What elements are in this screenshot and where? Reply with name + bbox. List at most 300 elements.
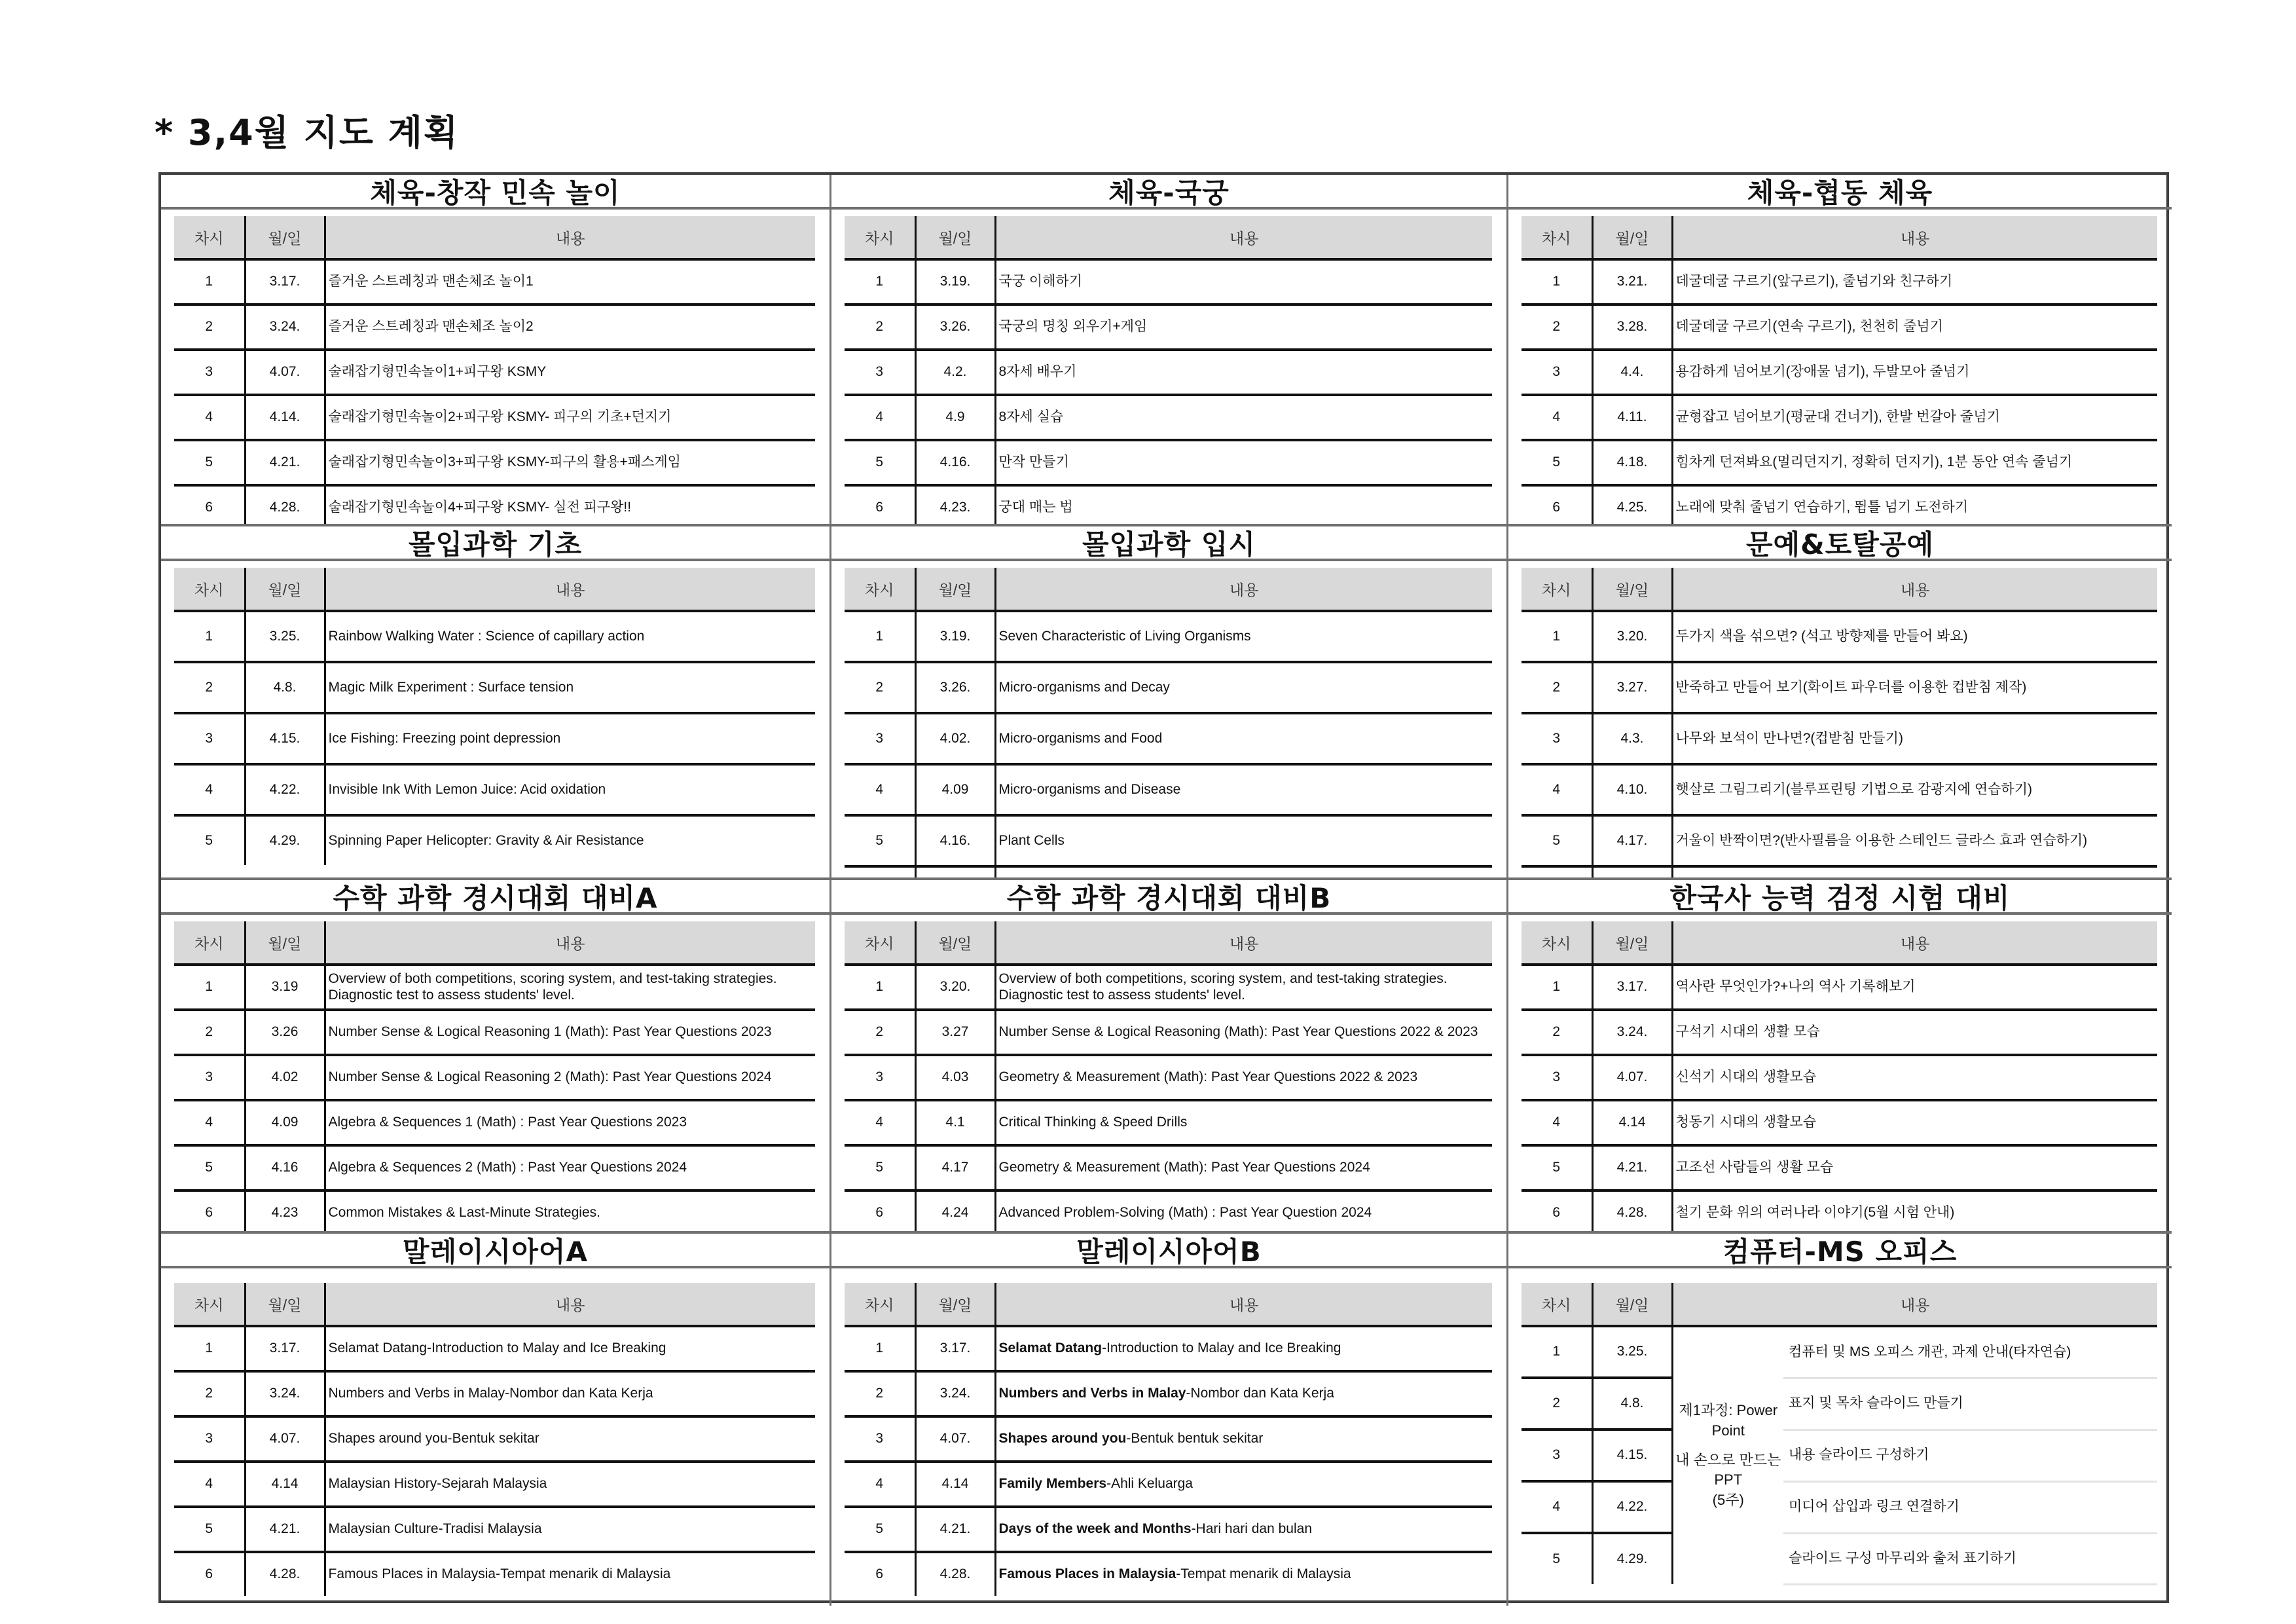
session-number: 2 <box>174 304 245 350</box>
session-content: Famous Places in Malaysia-Tempat menarik di Malaysia <box>325 1552 815 1596</box>
session-content: 반죽하고 만들어 보기(화이트 파우더를 이용한 컵받침 제작) <box>1672 662 2157 713</box>
table-row <box>1522 713 2157 764</box>
session-date: 4.23 <box>245 1190 325 1234</box>
table-row <box>174 259 815 304</box>
session-date: 3.26. <box>915 662 995 713</box>
schedule-table <box>1522 568 2157 880</box>
session-content: 국궁 이해하기 <box>995 259 1492 304</box>
session-date: 4.14 <box>1592 1100 1672 1145</box>
table-row <box>845 259 1492 304</box>
session-topic-rest: -Nombor dan Kata Kerja <box>1186 1386 1334 1401</box>
session-number: 5 <box>1522 440 1592 485</box>
table-row <box>174 1507 815 1552</box>
session-content: Selamat Datang-Introduction to Malay and Ice Breaking <box>325 1326 815 1371</box>
session-number: 2 <box>845 662 915 713</box>
header-content: 내용 <box>1672 921 2157 965</box>
session-content: 즐거운 스트레칭과 맨손체조 놀이1 <box>325 259 815 304</box>
table-row <box>1522 1190 2157 1234</box>
session-number: 1 <box>174 1326 245 1371</box>
schedule-table <box>845 216 1492 526</box>
session-number: 5 <box>845 440 915 485</box>
header-content: 내용 <box>1672 568 2157 611</box>
session-number: 2 <box>1522 1010 1592 1055</box>
program-section-8 <box>831 880 1508 1234</box>
session-date: 4.14 <box>245 1462 325 1507</box>
session-date: 4.07. <box>245 350 325 395</box>
session-number: 1 <box>845 1326 915 1371</box>
session-number: 3 <box>174 350 245 395</box>
session-date: 4.22. <box>1592 1481 1672 1533</box>
header-content: 내용 <box>325 1283 815 1326</box>
table-row <box>174 764 815 815</box>
session-date: 4.11. <box>1592 395 1672 440</box>
session-number: 6 <box>205 1566 213 1582</box>
session-date: 4.17 <box>915 1145 995 1190</box>
table-row <box>1522 965 2157 1010</box>
session-topic-bold: Selamat Datang <box>998 1340 1102 1356</box>
table-row <box>845 1371 1492 1416</box>
header-num: 차시 <box>845 921 915 965</box>
table-row <box>174 1145 815 1190</box>
session-number: 3 <box>174 1055 245 1100</box>
page-title: * 3,4월 지도 계획 <box>155 112 460 153</box>
session-number: 4 <box>174 1462 245 1507</box>
header-date: 월/일 <box>1592 568 1672 611</box>
table-row <box>174 1371 815 1416</box>
table-row <box>174 1552 815 1596</box>
session-number: 5 <box>1522 1145 1592 1190</box>
header-content: 내용 <box>325 568 815 611</box>
session-date: 3.28. <box>1592 304 1672 350</box>
table-header-row <box>1522 216 2157 259</box>
program-section-5 <box>831 526 1508 880</box>
table-row <box>845 866 1492 880</box>
table-row <box>1522 1055 2157 1100</box>
table-row <box>1522 662 2157 713</box>
session-content: Ice Fishing: Freezing point depression <box>325 713 815 764</box>
schedule-table <box>174 568 815 865</box>
table-row <box>1522 350 2157 395</box>
session-content: 데굴데굴 구르기(앞구르기), 줄넘기와 친구하기 <box>1672 259 2157 304</box>
table-row <box>174 662 815 713</box>
session-number: 5 <box>174 1507 245 1552</box>
session-number: 3 <box>1522 1430 1592 1481</box>
table-row <box>1522 1378 2157 1430</box>
table-row <box>845 304 1492 350</box>
session-number: 1 <box>845 965 915 1010</box>
program-section-6 <box>1508 526 2172 880</box>
table-row <box>174 1010 815 1055</box>
session-content: Geometry & Measurement (Math): Past Year Questions 2022 & 2023 <box>995 1055 1492 1100</box>
session-topic-bold: Days of the week and Months <box>998 1521 1192 1537</box>
session-number: 3 <box>1522 1055 1592 1100</box>
session-number: 4 <box>174 1100 245 1145</box>
session-date: 3.24. <box>245 1371 325 1416</box>
session-content: Spinning Paper Helicopter: Gravity & Air Resistance <box>325 815 815 865</box>
header-date: 월/일 <box>245 921 325 965</box>
session-number: 6 <box>1552 1205 1561 1221</box>
session-content: Algebra & Sequences 1 (Math) : Past Year Questions 2023 <box>325 1100 815 1145</box>
header-num: 차시 <box>174 568 245 611</box>
table-header-row <box>174 1283 815 1326</box>
session-date: 3.25. <box>1592 1326 1672 1378</box>
header-num: 차시 <box>174 921 245 965</box>
session-date: 4.02. <box>915 713 995 764</box>
session-number: 1 <box>1522 1326 1592 1378</box>
session-topic-bold: Family Members <box>998 1476 1107 1492</box>
section-title: 수학 과학 경시대회 대비A <box>161 880 829 915</box>
table-header-row <box>845 568 1492 611</box>
session-content: Micro-organisms and Disease <box>995 764 1492 815</box>
session-content: 국궁의 명칭 외우기+게임 <box>995 304 1492 350</box>
session-content: Shapes around you-Bentuk sekitar <box>325 1416 815 1462</box>
session-date: 3.25. <box>245 611 325 662</box>
session-date: 4.23. <box>915 485 995 526</box>
session-number: 3 <box>845 713 915 764</box>
session-date: 4.03 <box>915 1055 995 1100</box>
header-num: 차시 <box>845 568 915 611</box>
session-content <box>995 1507 1492 1552</box>
header-num: 차시 <box>845 216 915 259</box>
table-header-row <box>174 568 815 611</box>
header-content: 내용 <box>995 568 1492 611</box>
table-row <box>1522 1481 2157 1533</box>
header-content: 내용 <box>995 921 1492 965</box>
session-date: 4.8. <box>1592 1378 1672 1430</box>
section-title: 말레이시아어B <box>831 1234 1506 1268</box>
section-title: 체육-협동 체육 <box>1508 175 2172 210</box>
section-title: 체육-창작 민속 놀이 <box>161 175 829 210</box>
session-content: Algebra & Sequences 2 (Math) : Past Year Questions 2024 <box>325 1145 815 1190</box>
header-content: 내용 <box>995 216 1492 259</box>
session-content: Number Sense & Logical Reasoning 1 (Math): Past Year Questions 2023 <box>325 1010 815 1055</box>
table-row <box>1522 259 2157 304</box>
program-section-1 <box>161 175 831 526</box>
header-num: 차시 <box>1522 921 1592 965</box>
table-header-row <box>1522 568 2157 611</box>
table-row <box>1522 485 2157 526</box>
session-number <box>1522 866 1592 880</box>
program-section-9 <box>1508 880 2172 1234</box>
table-row <box>174 485 815 526</box>
program-section-3 <box>1508 175 2172 526</box>
session-date: 4.16 <box>245 1145 325 1190</box>
session-content: 용감하게 넘어보기(장애물 넘기), 두발모아 줄넘기 <box>1672 350 2157 395</box>
table-row <box>174 395 815 440</box>
session-date: 4.28. <box>245 1552 325 1596</box>
header-content: 내용 <box>1672 1283 2157 1326</box>
session-number: 2 <box>174 662 245 713</box>
table-row <box>1522 866 2157 880</box>
session-content: 햇살로 그림그리기(블루프린팅 기법으로 감광지에 연습하기) <box>1672 764 2157 815</box>
table-row <box>1522 1430 2157 1481</box>
session-content: Micro-organisms and Decay <box>995 662 1492 713</box>
session-content: 두가지 색을 섞으면? (석고 방향제를 만들어 봐요) <box>1672 611 2157 662</box>
session-date: 3.21. <box>1592 259 1672 304</box>
session-date: 3.20. <box>915 965 995 1010</box>
session-number: 5 <box>174 440 245 485</box>
session-number <box>845 866 915 880</box>
session-date: 3.27 <box>915 1010 995 1055</box>
table-row <box>845 764 1492 815</box>
course-line2: 내 손으로 만드는 PPT <box>1675 1451 1781 1488</box>
session-number: 6 <box>875 500 884 515</box>
table-row <box>174 611 815 662</box>
session-number: 4 <box>174 764 245 815</box>
table-row <box>174 713 815 764</box>
session-content <box>995 1326 1492 1371</box>
header-date: 월/일 <box>245 216 325 259</box>
table-row <box>845 1326 1492 1371</box>
table-row <box>1522 764 2157 815</box>
session-date: 4.07. <box>1592 1055 1672 1100</box>
schedule-table <box>174 1283 815 1596</box>
session-number: 5 <box>845 815 915 866</box>
session-number: 3 <box>845 1416 915 1462</box>
session-number: 3 <box>845 350 915 395</box>
table-row <box>1522 1326 2157 1378</box>
session-date: 4.07. <box>245 1416 325 1462</box>
session-number: 5 <box>174 1145 245 1190</box>
session-content: 술래잡기형민속놀이1+피구왕 KSMY <box>325 350 815 395</box>
session-number: 4 <box>1522 395 1592 440</box>
session-number: 4 <box>174 395 245 440</box>
session-number: 3 <box>174 713 245 764</box>
session-content: Overview of both competitions, scoring system, and test-taking strategies. Diagnostic test to assess students' level. <box>325 965 815 1010</box>
session-date: 4.14 <box>915 1462 995 1507</box>
course-line3: (5주) <box>1712 1492 1744 1509</box>
session-number: 2 <box>845 304 915 350</box>
session-content: Malaysian History-Sejarah Malaysia <box>325 1462 815 1507</box>
session-date: 4.28. <box>1592 1190 1672 1234</box>
session-number: 6 <box>205 500 213 515</box>
session-date: 4.22. <box>245 764 325 815</box>
session-content: Common Mistakes & Last-Minute Strategies. <box>325 1190 815 1234</box>
session-content <box>995 1371 1492 1416</box>
table-row <box>845 713 1492 764</box>
session-number: 2 <box>1522 1378 1592 1430</box>
session-content: Numbers and Verbs in Malay-Nombor dan Kata Kerja <box>325 1371 815 1416</box>
session-date: 3.17. <box>245 1326 325 1371</box>
session-number: 1 <box>1522 259 1592 304</box>
table-row <box>174 815 815 865</box>
table-row <box>845 440 1492 485</box>
table-row <box>845 1145 1492 1190</box>
section-title: 문예&토탈공예 <box>1508 526 2172 561</box>
session-number: 5 <box>205 832 213 848</box>
table-row <box>1522 1533 2157 1584</box>
table-row <box>845 1055 1492 1100</box>
session-date: 3.20. <box>1592 611 1672 662</box>
session-date: 4.07. <box>915 1416 995 1462</box>
schedule-table <box>174 216 815 526</box>
session-topic-bold: Numbers and Verbs in Malay <box>998 1386 1186 1401</box>
session-topic-bold: Shapes around you <box>998 1431 1127 1447</box>
table-row <box>1522 815 2157 866</box>
table-row <box>174 350 815 395</box>
table-row <box>845 395 1492 440</box>
session-content <box>995 1462 1492 1507</box>
table-row <box>845 350 1492 395</box>
program-section-7 <box>161 880 831 1234</box>
session-number: 2 <box>1522 304 1592 350</box>
session-date: 4.29. <box>1592 1533 1672 1584</box>
header-num: 차시 <box>1522 216 1592 259</box>
program-section-11 <box>831 1234 1508 1606</box>
session-content: 8자세 배우기 <box>995 350 1492 395</box>
session-date: 4.21. <box>915 1507 995 1552</box>
session-topic-rest: -Ahli Keluarga <box>1106 1476 1193 1492</box>
table-row <box>845 815 1492 866</box>
table-header-row <box>845 1283 1492 1326</box>
session-number: 6 <box>1552 500 1561 515</box>
session-date: 4.28. <box>245 485 325 526</box>
session-date: 4.17. <box>1592 815 1672 866</box>
session-number: 6 <box>875 1566 884 1582</box>
table-row <box>1522 1010 2157 1055</box>
session-content: Micro-organisms and Food <box>995 713 1492 764</box>
session-content: Number Sense & Logical Reasoning (Math): Past Year Questions 2022 & 2023 <box>995 1010 1492 1055</box>
session-number: 4 <box>845 1462 915 1507</box>
session-content: Overview of both competitions, scoring system, and test-taking strategies. Diagnostic test to assess students' level. <box>995 965 1492 1010</box>
session-date: 4.09 <box>915 764 995 815</box>
session-date: 3.24. <box>1592 1010 1672 1055</box>
session-date: 3.17. <box>1592 965 1672 1010</box>
session-date: 3.26 <box>245 1010 325 1055</box>
session-number: 1 <box>845 259 915 304</box>
session-date <box>1592 866 1672 880</box>
course-name <box>1672 1326 1783 1584</box>
session-number: 4 <box>1522 1481 1592 1533</box>
session-number: 4 <box>845 395 915 440</box>
session-content: 철기 문화 위의 여러나라 이야기(5월 시험 안내) <box>1672 1190 2157 1234</box>
session-content: 힘차게 던져봐요(멀리던지기, 정확히 던지기), 1분 동안 연속 줄넘기 <box>1672 440 2157 485</box>
session-content: 미디어 삽입과 링크 연결하기 <box>1783 1481 2157 1533</box>
schedule-table <box>845 568 1492 880</box>
section-title: 체육-국궁 <box>831 175 1506 210</box>
session-content: 내용 슬라이드 구성하기 <box>1783 1430 2157 1481</box>
session-number: 2 <box>174 1371 245 1416</box>
session-content: Seven Characteristic of Living Organisms <box>995 611 1492 662</box>
session-date: 4.18. <box>1592 440 1672 485</box>
schedule-table <box>1522 921 2157 1234</box>
session-date: 4.2. <box>915 350 995 395</box>
table-row <box>174 304 815 350</box>
session-date: 4.09 <box>245 1100 325 1145</box>
session-content: 컴퓨터 및 MS 오피스 개관, 과제 안내(타자연습) <box>1783 1326 2157 1378</box>
table-row <box>174 1462 815 1507</box>
header-date: 월/일 <box>915 921 995 965</box>
session-number: 2 <box>845 1010 915 1055</box>
session-content: Magic Milk Experiment : Surface tension <box>325 662 815 713</box>
table-row <box>174 1100 815 1145</box>
table-header-row <box>1522 1283 2157 1326</box>
schedule-table <box>845 1283 1492 1596</box>
session-number: 1 <box>174 965 245 1010</box>
table-header-row <box>174 921 815 965</box>
header-num: 차시 <box>1522 1283 1592 1326</box>
session-content: Rainbow Walking Water : Science of capillary action <box>325 611 815 662</box>
session-number: 5 <box>845 1507 915 1552</box>
section-title: 말레이시아어A <box>161 1234 829 1268</box>
session-content: Advanced Problem-Solving (Math) : Past Year Question 2024 <box>995 1190 1492 1234</box>
table-row <box>845 1416 1492 1462</box>
header-date: 월/일 <box>245 568 325 611</box>
session-date: 4.8. <box>245 662 325 713</box>
session-date: 3.26. <box>915 304 995 350</box>
header-content: 내용 <box>325 921 815 965</box>
header-content: 내용 <box>995 1283 1492 1326</box>
session-content: 역사란 무엇인가?+나의 역사 기록해보기 <box>1672 965 2157 1010</box>
session-date: 4.21. <box>245 440 325 485</box>
table-row <box>845 1552 1492 1596</box>
session-date: 3.17. <box>915 1326 995 1371</box>
session-date: 4.21. <box>1592 1145 1672 1190</box>
session-content: 구석기 시대의 생활 모습 <box>1672 1010 2157 1055</box>
session-number: 4 <box>1522 1100 1592 1145</box>
session-topic-rest: -Bentuk bentuk sekitar <box>1126 1431 1264 1447</box>
session-date: 4.16. <box>915 815 995 866</box>
session-date: 3.24. <box>245 304 325 350</box>
section-title: 한국사 능력 검정 시험 대비 <box>1508 880 2172 915</box>
session-date: 4.28. <box>915 1552 995 1596</box>
course-line1: 제1과정: Power Point <box>1679 1402 1778 1439</box>
header-date: 월/일 <box>915 568 995 611</box>
session-date: 4.3. <box>1592 713 1672 764</box>
session-date: 3.19 <box>245 965 325 1010</box>
session-number: 1 <box>174 611 245 662</box>
session-content: 균형잡고 넘어보기(평균대 건너기), 한발 번갈아 줄넘기 <box>1672 395 2157 440</box>
table-header-row <box>174 216 815 259</box>
session-date: 4.24 <box>915 1190 995 1234</box>
header-content: 내용 <box>1672 216 2157 259</box>
session-content <box>1672 866 2157 880</box>
header-date: 월/일 <box>915 216 995 259</box>
session-date: 4.29. <box>245 815 325 865</box>
table-row <box>1522 1100 2157 1145</box>
session-number: 1 <box>1522 965 1592 1010</box>
session-content: 술래잡기형민속놀이2+피구왕 KSMY- 피구의 기초+던지기 <box>325 395 815 440</box>
session-content: 궁대 매는 법 <box>995 485 1492 526</box>
session-number: 2 <box>1522 662 1592 713</box>
session-date: 3.17. <box>245 259 325 304</box>
session-number: 5 <box>845 1145 915 1190</box>
header-num: 차시 <box>845 1283 915 1326</box>
session-content: 표지 및 목차 슬라이드 만들기 <box>1783 1378 2157 1430</box>
session-number: 3 <box>174 1416 245 1462</box>
header-date: 월/일 <box>245 1283 325 1326</box>
table-row <box>845 611 1492 662</box>
table-row <box>1522 304 2157 350</box>
table-row <box>845 1010 1492 1055</box>
table-header-row <box>845 216 1492 259</box>
header-num: 차시 <box>174 1283 245 1326</box>
session-number: 1 <box>845 611 915 662</box>
session-date: 3.19. <box>915 259 995 304</box>
session-date: 4.14. <box>245 395 325 440</box>
session-number: 3 <box>1522 350 1592 395</box>
session-content: Invisible Ink With Lemon Juice: Acid oxidation <box>325 764 815 815</box>
session-date: 4.10. <box>1592 764 1672 815</box>
table-row <box>1522 395 2157 440</box>
table-row <box>1522 1145 2157 1190</box>
session-number: 4 <box>1522 764 1592 815</box>
plan-grid <box>158 172 2169 1603</box>
schedule-table <box>1522 1283 2157 1585</box>
table-row <box>1522 611 2157 662</box>
session-date: 3.19. <box>915 611 995 662</box>
session-content: 즐거운 스트레칭과 맨손체조 놀이2 <box>325 304 815 350</box>
